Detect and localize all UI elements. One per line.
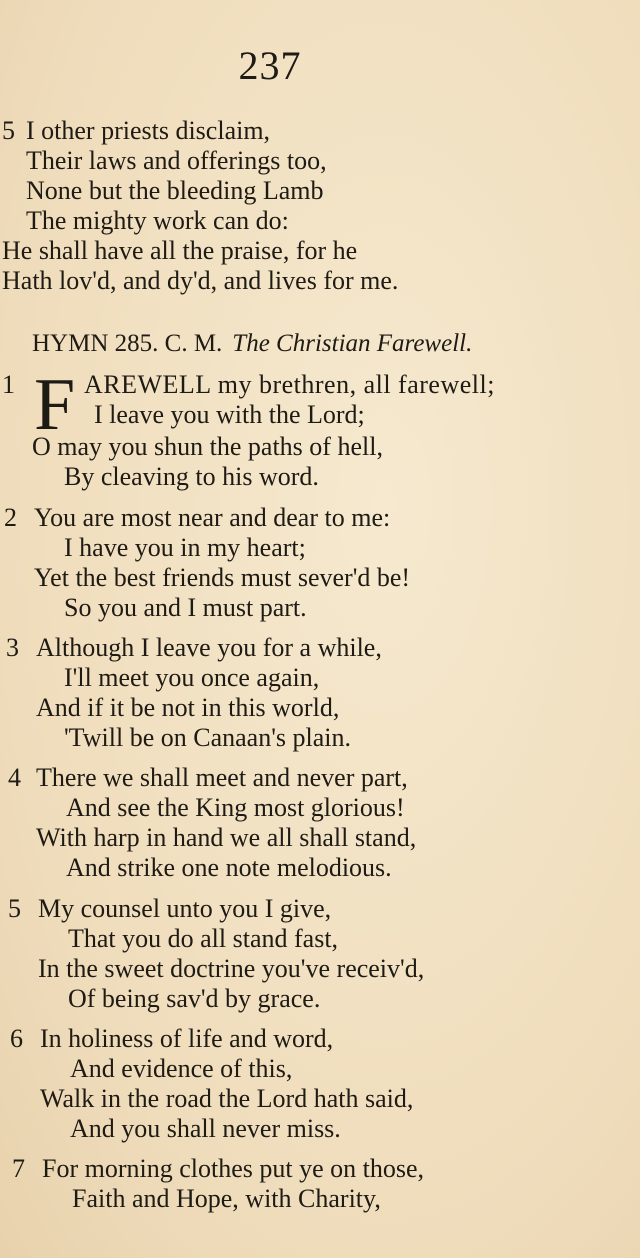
verse-line: I leave you with the Lord; [94, 400, 365, 429]
verse-line: For morning clothes put ye on those, [42, 1154, 425, 1183]
stanza-number: 7 [12, 1154, 25, 1183]
verse-line: With harp in hand we all shall stand, [36, 823, 417, 852]
verse-line: I have you in my heart; [64, 533, 306, 562]
verse-line: Hath lov'd, and dy'd, and lives for me. [2, 266, 399, 295]
verse-line: 'Twill be on Canaan's plain. [64, 723, 351, 752]
verse-line: Yet the best friends must sever'd be! [34, 563, 411, 592]
stanza-number: 4 [8, 763, 21, 792]
stanza-number: 3 [6, 633, 19, 662]
verse-line: None but the bleeding Lamb [26, 176, 324, 205]
verse-line: I'll meet you once again, [64, 663, 320, 692]
stanza-number: 6 [10, 1024, 23, 1053]
verse-line: And you shall never miss. [70, 1114, 341, 1143]
page-number: 237 [238, 43, 302, 88]
verse-line: My counsel unto you I give, [38, 894, 332, 923]
verse-line: He shall have all the praise, for he [2, 236, 358, 265]
verse-line: The mighty work can do: [26, 206, 289, 235]
verse-line: O may you shun the paths of hell, [32, 432, 383, 461]
verse-line: And strike one note melodious. [66, 853, 392, 882]
stanza-number: 5 [8, 894, 21, 923]
hymn-title [32, 330, 472, 358]
verse-line: Faith and Hope, with Charity, [72, 1184, 381, 1213]
verse-line: And evidence of this, [70, 1054, 293, 1083]
verse-line: Of being sav'd by grace. [68, 984, 321, 1013]
hymn-subtitle: The Christian Farewell. [232, 330, 473, 357]
verse-line: You are most near and dear to me: [34, 503, 391, 532]
verse-line: And if it be not in this world, [36, 693, 340, 722]
stanza-number: 1 [2, 370, 15, 399]
verse-line: And see the King most glorious! [66, 793, 405, 822]
verse-line: Although I leave you for a while, [36, 633, 382, 662]
verse-line: That you do all stand fast, [68, 924, 339, 953]
hymn-heading: HYMN 285. C. M. [32, 330, 223, 357]
verse-line: AREWELL my brethren, all farewell; [84, 370, 495, 399]
verse-line: In holiness of life and word, [40, 1024, 334, 1053]
verse-line: Their laws and offerings too, [26, 146, 327, 175]
verse-line: In the sweet doctrine you've receiv'd, [38, 954, 425, 983]
verse-line: So you and I must part. [64, 593, 307, 622]
stanza-number: 2 [4, 503, 17, 532]
verse-line: I other priests disclaim, [26, 116, 271, 145]
verse-line: There we shall meet and never part, [36, 763, 408, 792]
verse-line: By cleaving to his word. [64, 462, 319, 491]
verse-line: Walk in the road the Lord hath said, [40, 1084, 414, 1113]
drop-cap: F [34, 364, 76, 446]
stanza-number: 5 [2, 116, 15, 145]
